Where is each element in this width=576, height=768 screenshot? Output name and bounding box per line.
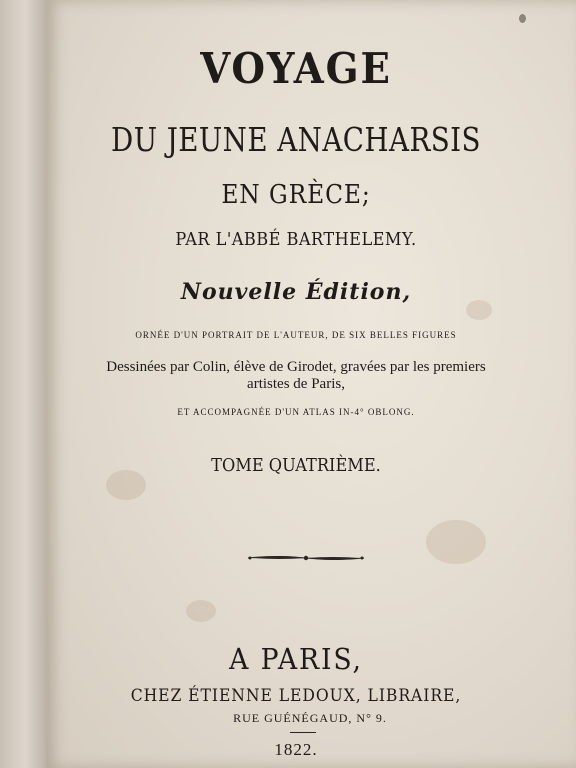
page-spot (519, 14, 526, 23)
engravers-line-1: Dessinées par Colin, élève de Girodet, gravées par les premiers (106, 359, 486, 375)
left-page-edge (0, 0, 46, 768)
illustration-note: ORNÉE D'UN PORTRAIT DE L'AUTEUR, DE SIX BELLES FIGURES (135, 330, 457, 340)
imprint-city: A PARIS, (229, 642, 363, 676)
publication-year: 1822. (274, 740, 318, 759)
ornamental-rule-icon (246, 552, 366, 564)
book-title: VOYAGE (200, 44, 392, 93)
publisher-address: RUE GUÉNÉGAUD, N° 9. (233, 711, 387, 725)
book-place: EN GRÈCE; (221, 180, 371, 210)
year-rule (290, 732, 316, 733)
edition-line: Nouvelle Édition, (180, 279, 412, 305)
book-subtitle: DU JEUNE ANACHARSIS (111, 120, 481, 159)
author-line: PAR L'ABBÉ BARTHELEMY. (175, 229, 417, 250)
engravers-line-2: artistes de Paris, (247, 376, 345, 392)
publisher-line: CHEZ ÉTIENNE LEDOUX, LIBRAIRE, (130, 686, 462, 706)
foxing-stain (426, 520, 486, 564)
foxing-stain (186, 600, 216, 622)
atlas-note: ET ACCOMPAGNÉE D'UN ATLAS IN-4° OBLONG. (177, 407, 415, 417)
volume-label: TOME QUATRIÈME. (211, 455, 381, 476)
